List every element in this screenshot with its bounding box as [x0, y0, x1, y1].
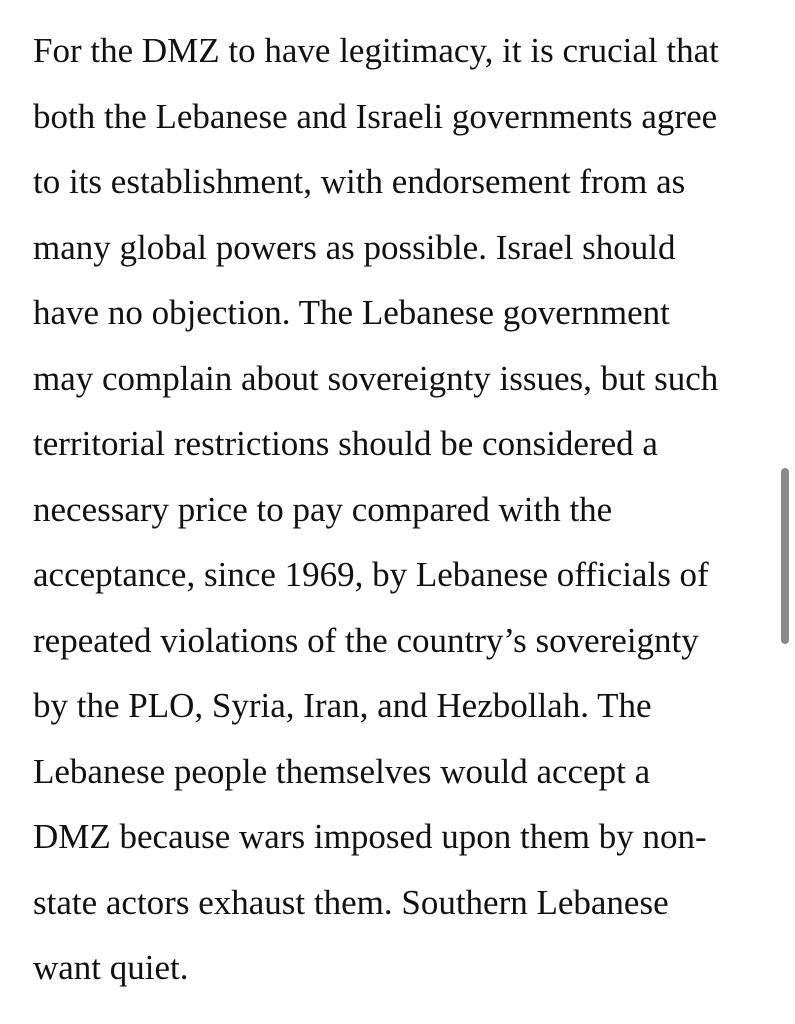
paragraph-line: many global powers as possible. Israel should — [33, 227, 676, 267]
paragraph-line: to its establishment, with endorsement from as — [33, 162, 686, 201]
paragraph-line: acceptance, since 1969, by Lebanese officials of — [33, 555, 709, 594]
paragraph-line: necessary price to pay compared with the — [33, 489, 613, 529]
paragraph-line: territorial restrictions should be considered a — [33, 424, 658, 463]
paragraph-line: have no objection. The Lebanese government — [33, 293, 670, 332]
paragraph-line: want quiet. — [33, 948, 189, 987]
paragraph-line: both the Lebanese and Israeli governments agree — [33, 96, 718, 136]
article-paragraph — [33, 18, 773, 1001]
paragraph-line: DMZ because wars imposed upon them by non- — [33, 817, 707, 856]
scrollbar-thumb[interactable] — [781, 468, 789, 644]
paragraph-line: repeated violations of the country’s sovereignty — [33, 620, 699, 660]
paragraph-line: by the PLO, Syria, Iran, and Hezbollah. The — [33, 686, 652, 725]
paragraph-line: For the DMZ to have legitimacy, it is crucial that — [33, 31, 719, 70]
paragraph-line: may complain about sovereignty issues, but such — [33, 358, 719, 398]
paragraph-line: state actors exhaust them. Southern Lebanese — [33, 882, 669, 922]
paragraph-line: Lebanese people themselves would accept a — [33, 751, 651, 791]
